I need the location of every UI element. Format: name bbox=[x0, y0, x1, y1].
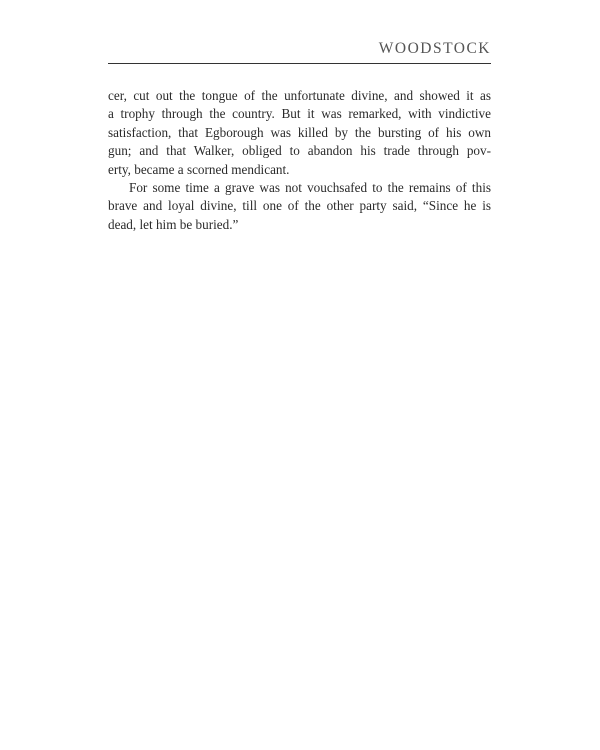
text-line: a trophy through the country. But it was remarked, with vindictive bbox=[108, 106, 491, 122]
running-head: WOODSTOCK bbox=[378, 40, 491, 57]
text-line: erty, became a scorned mendicant. bbox=[108, 161, 290, 177]
paragraph-2 bbox=[108, 179, 491, 234]
text-line: For some time a grave was not vouchsafed to the remains of this bbox=[129, 180, 491, 196]
text-line: satisfaction, that Egborough was killed by the bursting of his own bbox=[108, 124, 491, 140]
text-line: dead, let him be buried.” bbox=[108, 216, 239, 232]
text-line: cer, cut out the tongue of the unfortunate divine, and showed it as bbox=[108, 88, 491, 103]
text-line: brave and loyal divine, till one of the other party said, “Since he is bbox=[108, 198, 491, 214]
body-text bbox=[108, 87, 491, 234]
paragraph-1 bbox=[108, 87, 491, 179]
text-line: gun; and that Walker, obliged to abandon his trade through pov- bbox=[108, 143, 491, 159]
header-rule bbox=[108, 63, 491, 64]
